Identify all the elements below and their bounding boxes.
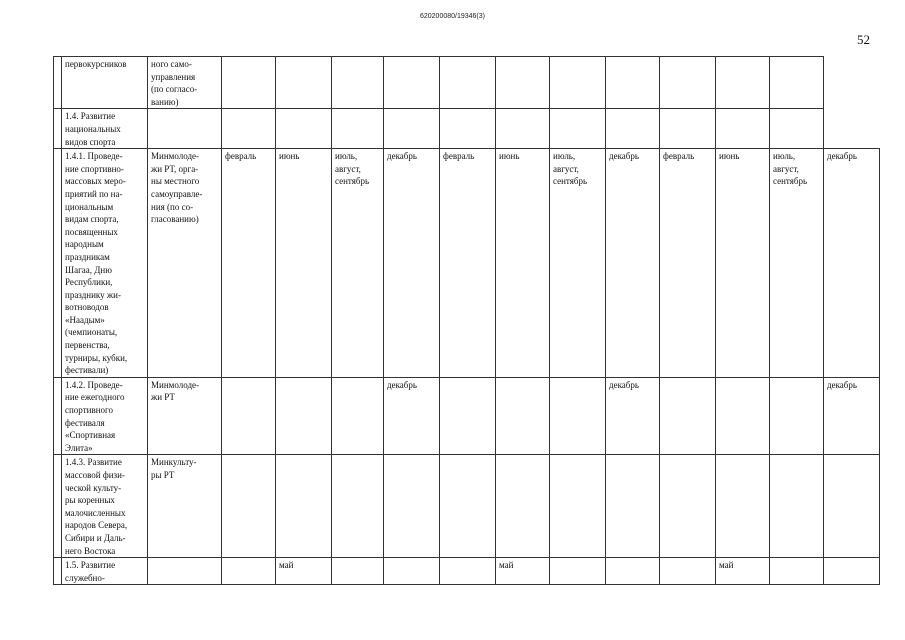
table-row [54, 57, 880, 109]
table-cell [824, 455, 880, 558]
table-cell: Минмолоде- жи РТ, орга- ны местного самоуправле- ния (по со- гласованию) [148, 149, 222, 378]
table-cell [384, 455, 440, 558]
table-cell: декабрь [606, 377, 660, 455]
table-cell: 1.5. Развитие служебно- [62, 558, 148, 585]
table-cell: май [496, 558, 550, 585]
table-cell [660, 57, 716, 109]
table-cell [606, 57, 660, 109]
table-cell: декабрь [384, 377, 440, 455]
table-cell [660, 377, 716, 455]
table-cell [824, 558, 880, 585]
table-cell [440, 57, 496, 109]
table-cell [276, 455, 332, 558]
page-number: 52 [857, 32, 870, 47]
table-cell: первокурсников [62, 57, 148, 109]
table-cell [54, 377, 62, 455]
table-cell: 1.4.1. Проведе- ние спортивно- массовых меро- приятий по на- циональным видам спорта, посвященных народным праздникам Шагаа, Дню Республики, празднику жи- вотноводов «Наадым» (чемпионаты, первенства, турниры, кубки, фестивали) [62, 149, 148, 378]
table-cell [54, 455, 62, 558]
table-cell: Минкульту- ры РТ [148, 455, 222, 558]
table-cell: июнь [496, 149, 550, 378]
table-cell [770, 57, 824, 109]
table-cell [384, 109, 440, 149]
table-cell: декабрь [384, 149, 440, 378]
table-cell: ного само- управления (по согласо- ванию) [148, 57, 222, 109]
table-cell [606, 455, 660, 558]
table-cell [550, 109, 606, 149]
table-cell [716, 57, 770, 109]
table-cell [550, 57, 606, 109]
table-cell [332, 377, 384, 455]
table-row [54, 377, 880, 455]
table-cell [660, 455, 716, 558]
table-cell: декабрь [824, 149, 880, 378]
table-cell [496, 455, 550, 558]
table-cell [770, 455, 824, 558]
table-cell: июль, август, сентябрь [770, 149, 824, 378]
table-cell [606, 109, 660, 149]
table-cell [148, 558, 222, 585]
table-cell [496, 57, 550, 109]
table-cell [550, 455, 606, 558]
table-cell [148, 109, 222, 149]
table-cell [550, 377, 606, 455]
table-cell [770, 558, 824, 585]
table-cell [440, 109, 496, 149]
table-cell [222, 57, 276, 109]
table-cell [770, 109, 824, 149]
table-cell: февраль [440, 149, 496, 378]
table-cell [54, 558, 62, 585]
table-cell [276, 57, 332, 109]
table-cell [660, 558, 716, 585]
table-row [54, 109, 880, 149]
table-cell: 1.4.3. Развитие массовой физи- ческой культу- ры коренных малочисленных народов Севера, Сибири и Даль- него Востока [62, 455, 148, 558]
table-cell: декабрь [606, 149, 660, 378]
table-cell [276, 377, 332, 455]
document-id: 620200080/19346(3) [419, 13, 485, 20]
table-row [54, 149, 880, 378]
table-cell: июль, август, сентябрь [550, 149, 606, 378]
table-cell: декабрь [824, 377, 880, 455]
table-cell [770, 377, 824, 455]
table-cell [496, 109, 550, 149]
table-cell [332, 57, 384, 109]
table-row [54, 558, 880, 585]
table-cell: май [716, 558, 770, 585]
table-cell: 1.4. Развитие национальных видов спорта [62, 109, 148, 149]
table-cell [716, 455, 770, 558]
table-cell [384, 558, 440, 585]
table-cell [54, 149, 62, 378]
table-cell [384, 57, 440, 109]
table-cell [332, 558, 384, 585]
table-cell [496, 377, 550, 455]
table-cell [716, 109, 770, 149]
table-cell [332, 455, 384, 558]
table-cell [440, 455, 496, 558]
table-cell: июнь [716, 149, 770, 378]
table-cell: Минмолоде- жи РТ [148, 377, 222, 455]
plan-table [53, 56, 880, 585]
table-cell [276, 109, 332, 149]
table-cell [332, 109, 384, 149]
table-row [54, 455, 880, 558]
table-cell: июль, август, сентябрь [332, 149, 384, 378]
table-cell [222, 377, 276, 455]
table-cell [222, 109, 276, 149]
table-cell [550, 558, 606, 585]
table-cell [606, 558, 660, 585]
table-cell [440, 377, 496, 455]
table-cell: февраль [660, 149, 716, 378]
table-cell: февраль [222, 149, 276, 378]
table-cell [54, 109, 62, 149]
table-cell [222, 558, 276, 585]
table-cell [440, 558, 496, 585]
table-cell [660, 109, 716, 149]
table-cell [716, 377, 770, 455]
table-cell: июнь [276, 149, 332, 378]
table-cell: 1.4.2. Проведе- ние ежегодного спортивного фестиваля «Спортивная Элита» [62, 377, 148, 455]
table-cell: май [276, 558, 332, 585]
table-cell [54, 57, 62, 109]
table-cell [222, 455, 276, 558]
